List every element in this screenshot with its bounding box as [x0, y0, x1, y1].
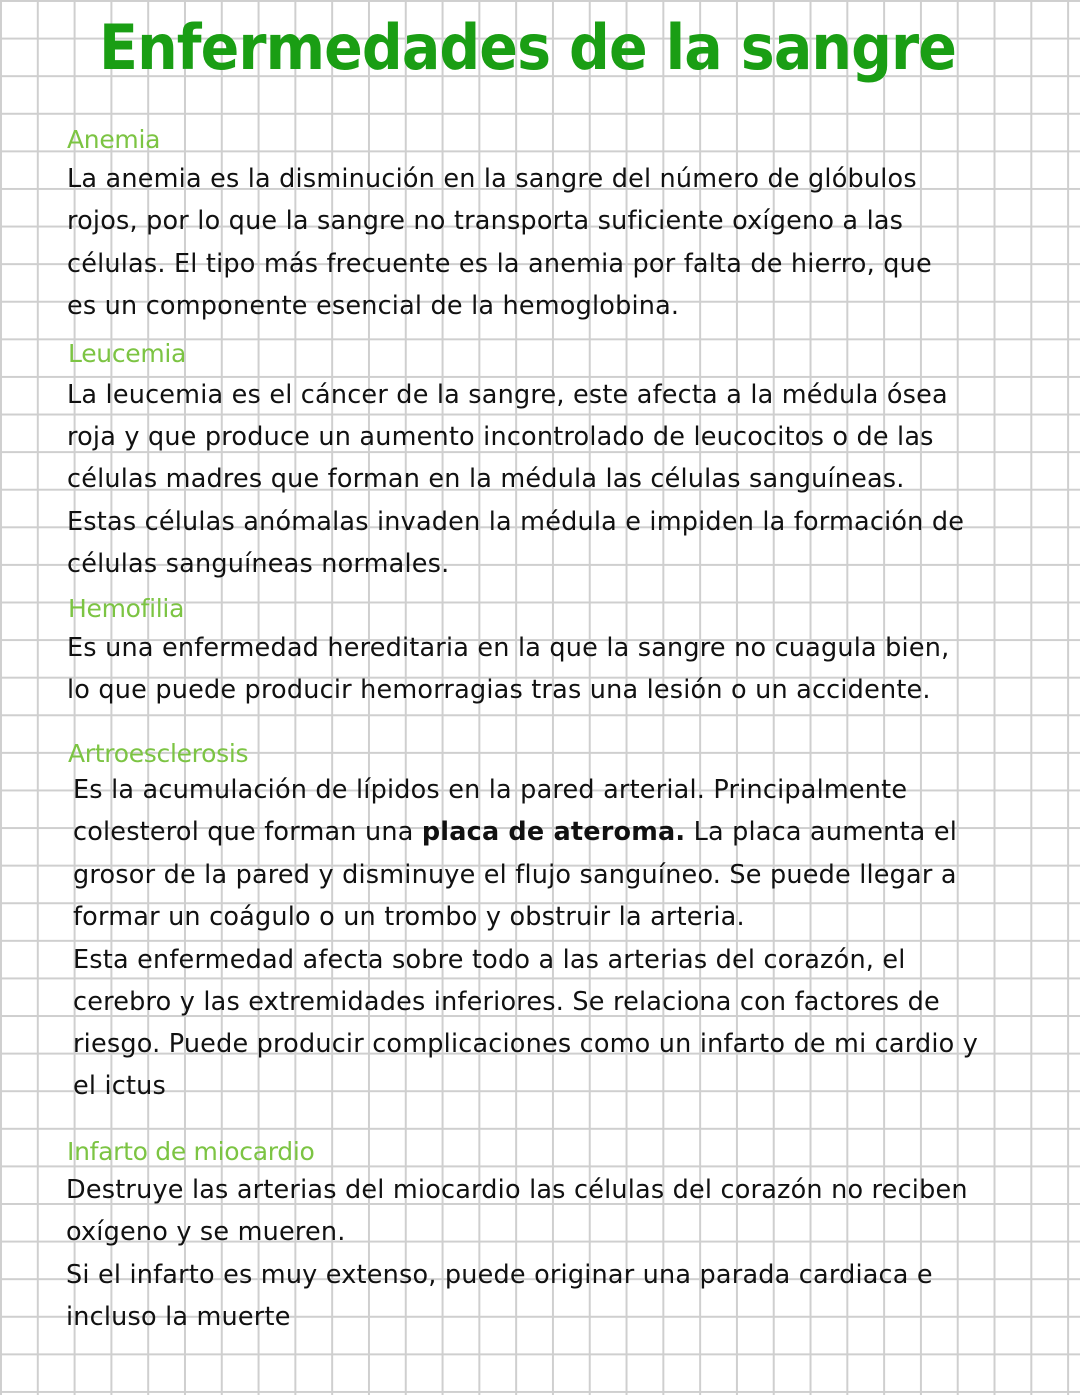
paragraph-line: células sanguíneas normales.	[67, 549, 450, 579]
paragraph-line: el ictus	[73, 1071, 167, 1101]
section-heading-leucemia: Leucemia	[68, 339, 187, 368]
paragraph-line: formar un coágulo o un trombo y obstruir la arteria.	[73, 902, 745, 932]
paragraph-line: cerebro y las extremidades inferiores. Se relaciona con factores de	[73, 987, 940, 1017]
text-run: La placa aumenta el	[685, 817, 957, 847]
paragraph-line: Esta enfermedad afecta sobre todo a las arterias del corazón, el	[73, 945, 906, 975]
paragraph-line: Es una enfermedad hereditaria en la que la sangre no cuagula bien,	[67, 633, 950, 663]
bold-term-placa-de-ateroma: placa de ateroma.	[421, 817, 686, 847]
paragraph-line: La anemia es la disminución en la sangre del número de glóbulos	[67, 164, 917, 194]
paragraph-line: Si el infarto es muy extenso, puede originar una parada cardiaca e	[66, 1260, 933, 1290]
paragraph-line: lo que puede producir hemorragias tras una lesión o un accidente.	[67, 675, 931, 705]
paragraph-line: rojos, por lo que la sangre no transporta suficiente oxígeno a las	[67, 206, 904, 236]
section-heading-infarto: Infarto de miocardio	[67, 1137, 315, 1166]
page-title: Enfermedades de la sangre	[99, 11, 956, 84]
paragraph-line: La leucemia es el cáncer de la sangre, este afecta a la médula ósea	[67, 380, 948, 410]
paragraph-line: es un componente esencial de la hemoglobina.	[67, 291, 680, 321]
section-heading-hemofilia: Hemofilia	[68, 594, 185, 623]
paragraph-line: Estas células anómalas invaden la médula e impiden la formación de	[67, 507, 965, 537]
paragraph-line: Es la acumulación de lípidos en la pared arterial. Principalmente	[73, 775, 908, 805]
section-heading-artroesclerosis: Artroesclerosis	[68, 739, 249, 768]
section-heading-anemia: Anemia	[67, 125, 161, 154]
paragraph-line: grosor de la pared y disminuye el flujo sanguíneo. Se puede llegar a	[73, 860, 957, 890]
text-run: colesterol que forman una	[73, 817, 422, 847]
paragraph-line: células madres que forman en la médula las células sanguíneas.	[67, 464, 905, 494]
paragraph-line: oxígeno y se mueren.	[66, 1217, 346, 1247]
paragraph-line: Destruye las arterias del miocardio las células del corazón no reciben	[66, 1175, 968, 1205]
paragraph-line: riesgo. Puede producir complicaciones como un infarto de mi cardio y	[73, 1029, 979, 1059]
paragraph-line: roja y que produce un aumento incontrolado de leucocitos o de las	[67, 422, 934, 452]
paragraph-line: incluso la muerte	[66, 1302, 291, 1332]
paragraph-line-with-bold	[73, 816, 957, 848]
paragraph-line: células. El tipo más frecuente es la anemia por falta de hierro, que	[67, 249, 932, 279]
